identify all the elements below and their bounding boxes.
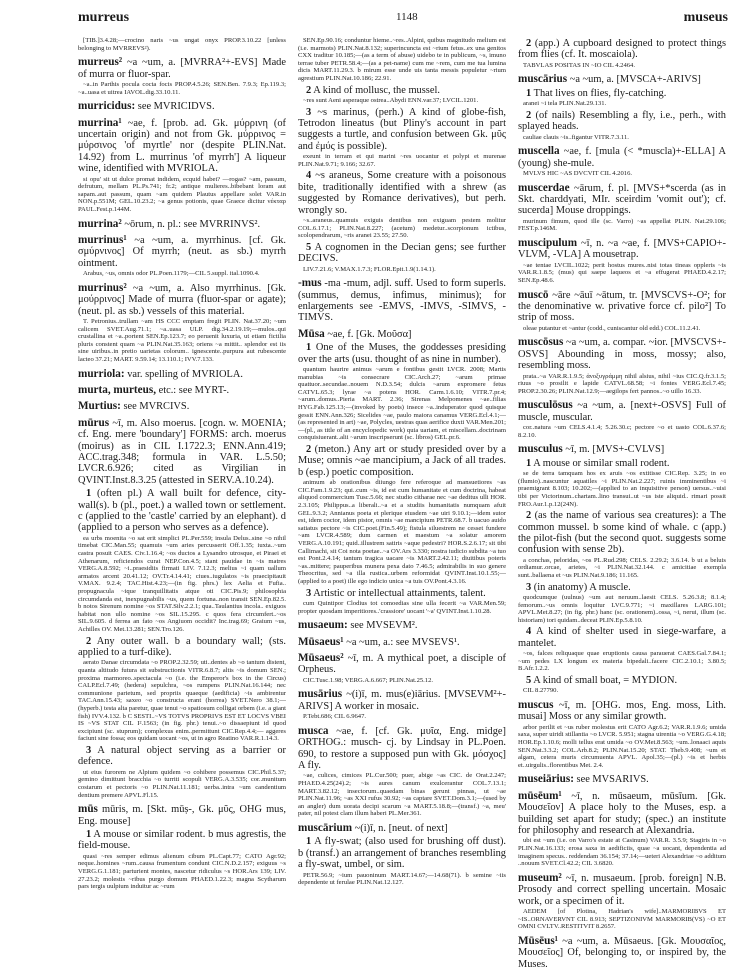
entry-definition: ~ae, f. [mula (< *muscla)+-ELLA] A (young) she-mule. (518, 146, 726, 169)
dictionary-entry (518, 873, 726, 931)
entry-headline (78, 57, 286, 80)
headword: museum² (518, 871, 562, 884)
sense-definition (78, 745, 286, 768)
entry-definition: etc.: see MYRT-. (156, 385, 230, 396)
citations: ~os, falces reliquaque quae eruptionis causa parauerat CAES.Gal.7.84.1; ~um pedes LX longum ex materia bipedali..facere CIC.2.10.1; 3.80.5; B.Afr.1.2.2. (518, 650, 726, 673)
sense-definition (518, 458, 726, 469)
citations: Arabus, ~us, omnis odor PL.Poen.1179;—CIL 5.suppl. ital.1090.4. (83, 270, 260, 278)
sense-definition (78, 829, 286, 852)
entry-headline (78, 283, 286, 317)
sense-text: A kind of mollusc, the mussel. (311, 84, 440, 96)
entry-headline (518, 936, 726, 970)
entry-definition: ~a ~um, a. Also myrrhinus. [Gk. μούρρινος] Made of murra (fluor-spar or agate); (neut. pl. as sb.) vessels of this material. (78, 282, 286, 317)
sense-definition (78, 488, 286, 534)
sense-number: 3 (306, 106, 312, 118)
citations: quodcumque (uulnus) ~um aut neruum..laesit CELS. 5.26.3.8; 8.1.4; femorum..~us omnis loquitur LVC.9.771; ~i maxillares LARG.101; APVL.Met.8.27; (in fig. phr.) hanc (sc. orationem)..ossa, ~i, nerui, illum (sc. historiam) tori quidam..deceat PLIN.Ep.5.8.10. (518, 594, 726, 624)
entry-headline (298, 689, 506, 712)
dictionary-entry (518, 38, 726, 69)
dictionary-entry (518, 400, 726, 439)
sense-number: 1 (86, 488, 92, 500)
dictionary-entry (78, 219, 286, 230)
entry-definition: ~ārum, f. pl. [MVS+*scerda (as in Skt. charddyati, MIr. sceirdim 'vomit out'); cf. sucerda] Mouse droppings. (518, 182, 726, 217)
entry-definition: ~(i)ī, m. mus(e)iārius. [MVSEVM²+-ARIVS] A worker in mosaic. (298, 689, 506, 712)
dictionary-entry (298, 37, 506, 273)
sense-definition (298, 107, 506, 153)
sense-definition (298, 588, 506, 599)
sense-definition (518, 510, 726, 556)
citations: ~a..in Parthis pocula cocta focis PROP.4.5.26; SEN.Ben. 7.9.3; Ep.119.3; ~a..uasa et uitrea IAVOL.dig.33.10.11. (78, 81, 286, 96)
dictionary-entry (78, 101, 286, 112)
headword: mūs (78, 803, 98, 816)
sense-number: 2 (526, 510, 532, 522)
dictionary-entry (78, 385, 286, 396)
dictionary-entry (78, 57, 286, 96)
headword: muscus (518, 699, 554, 711)
headword: muscārium (298, 821, 353, 834)
entry-definition: ~ae, f. [cf. Gk. μυῖα, Eng. midge] ORTHOG.: musch- cj. by Lindsay in PL.Poen. 690, to restore a supposed pun with Gk. μόσχος] A fly. (298, 725, 506, 771)
citations: P.Tebt.686; CIL 6.9647. (303, 713, 367, 721)
sense-text: A natural object serving as a barrier or defence. (78, 744, 286, 768)
citations: se de terra tamquam hos ex aruis ~os extitisse CIC.Rep. 3.25; in eo (flumio)..nascuntur aquatiles ~i PLIN.Nat.2.227; ruinis imminentibus ~i praemigrant 8.103; 10.202;—(applied to an inquisitive person) uersus..~uisi tibi per Victorinum..chartam..lino transui..ut ~us iste aliquid.. rimari possit FRO.Aur.1.p.12(24N). (518, 470, 726, 508)
entry-definition: ~ī, m. [OHG. mos, Eng. moss, Lith. musai] Moss or any similar growth. (518, 700, 726, 723)
headword: muscōsus (518, 336, 564, 349)
dictionary-entry (78, 118, 286, 214)
entry-definition: ~a ~um, a. compar. ~ior. [MVSCVS+-OSVS] Abounding in moss, mossy; also, resembling moss. (518, 337, 726, 372)
entry-headline (518, 791, 726, 837)
entry-headline (78, 235, 286, 269)
headword: murrina² (78, 217, 122, 230)
entry-headline (78, 118, 286, 175)
entry-definition: see MVSARIVS. (573, 774, 649, 786)
citations: cum Quintipor Clodius tot comoedias sine ulla fecerit ~a VAR.Men.59; propter quosdam imperitiores..'crassiore' uocant '~a' QVINT.Inst.1.10.28. (298, 599, 506, 615)
sense-text: (app.) A cupboard designed to protect things from flies (cf. It. moscaiola). (518, 38, 726, 61)
citations: ~s..araneus..quamuis exiguis dentibus non exiguam pestem molitur COL.6.17.1; PLIN.Nat.8.227; (acetum) medetur..scorpionum ictibus, scolopendrarum, ~ris aranei 23.55; 27.50. (298, 217, 506, 240)
dictionary-entry (298, 329, 506, 615)
entry-definition: ~a ~um, a. myrrhinus. [cf. Gk. σμύρνινος] Of myrrh; (neut. as sb.) myrrh ointment. (78, 235, 286, 269)
entry-definition: ~ōrum, n. pl.: see MVRRINVS². (121, 218, 261, 230)
citations: ~ae tentae LVCIL.1022; perit hostus mures..nisi totas tineas oppleris ~is VAR.R.1.8.5; (mus) qui saepe laqueos et ~a effugerat PHAED.4.2.17; SEN.Ep.48.6. (518, 261, 726, 285)
sense-text: (of nails) Resembling a fly, i.e., perh., with splayed heads. (518, 109, 726, 133)
sense-number: 4 (306, 170, 312, 182)
dictionary-entry (518, 444, 726, 695)
sense-definition (298, 242, 506, 265)
dictionary-entry (298, 278, 506, 324)
headword: Mūsaeus¹ (298, 635, 344, 648)
sense-definition (298, 85, 506, 96)
sense-number: 5 (306, 241, 312, 253)
sense-definition (518, 110, 726, 133)
citations: LIV.7.21.6; V.MAX.1.7.3; FLOR.Epit.1.9(1.14.1). (303, 265, 436, 273)
headword: Mūsa (298, 327, 325, 340)
citations: a conchas, peloridas, ~os PL.Rud.298; CELS. 2.29.2; 3.6.14. b ut a beluis ordiamur..orcae, arietes, ~i PLIN.Nat.32.144. c amicitiae exempla sunt..ballaena et ~us PLIN.Nat.9.186; 11.165. (518, 556, 726, 580)
headword: musaeum: (298, 619, 348, 632)
entry-definition: see MVSEVM². (347, 620, 418, 632)
headword: museiārius: (518, 773, 574, 786)
headword: murta, murteus, (78, 384, 156, 396)
citations: murinum fimum, quod ille (sc. Varro) ~as appellat PLIN. Nat.29.106; FEST.p.146M. (518, 217, 726, 233)
citations: cor..natura ~um CELS.4.1.4; 5.26.30.c; pectore ~o et uasto COL.6.37.6; 8.2.10. (518, 424, 726, 439)
citations: T. Petronius..trullam ~am HS CCC emptam fregit PLIN. Nat.37.20; ~um calicem SVET.Aug.71.1; ~a..uasa ULP. dig.34.2.19.19;—mulos..qui crustallina et ~a..portent SEN.Ep.123.7; eo peruenit luxuria, ut etiam fictilia pluris constent quam ~a PLIN.Nat.35.163; oriens ~a mittit.. splendor est iis sine uiribus..in pretio uarietas colorum.. ignescente..purpura aut rubescente lacteo 37.21; MART. 9.59.14; 13.110.1; IVV.7.133. (78, 318, 286, 363)
headword: murreus² (78, 56, 123, 69)
citations: MVLVS HIC ~AS DVCVIT CIL 4.2016. (523, 170, 633, 178)
sense-text: A mouse or similar small rodent. (531, 457, 670, 469)
sense-number: 3 (306, 587, 312, 599)
sense-definition (78, 636, 286, 659)
citations: CIL 8.27790. (523, 687, 559, 695)
citations: animum ab orationibus diiungo fere referoque ad mansuetiores ~as CIC.Fam.1.9.23; qui..cum ~is, id est cum humanitate et cum doctrina, habeat aliquod commercium Tusc.5.66; nec studio citharae nec ~ae deditus ulli HOR. 2.3.105; Philippus..a liberali..~a et a studiis humanitatis numquam afuit GEL.9.3.2; Annianus poeta et plerique eiusdem ~ae uiri 9.10.1;—idem sutor est, idem coctor, idem pistor, omnis ~ae mancipium PETR.68.7. b uacuo auido satiatus pectore ~is CIC.poet.(Fin.5.49); fistula siluestrem ne cesset fundere ~am LVCR.4.589; dum carmen et maestum ~a solatur amorem VERG.A.10.191; quid..illustrem satiris ~aque pedestri? HOR.S.2.6.17; sit tibi Callimachi, sit Coi nota poetae..~a OV.Ars 3.330; nostra iudicio subdita ~a tuo est Pont.2.4.14; tantum tragica uacare ~is MART.2.42.11; diuitibus poteris ~as..mittere; pauperibus munera pexa dato 7.46.5; admirabilis in suo genere Theocritus, sed ~a illa rustica..urbem reformidat QVINT.Inst.10.1.55;—(applied to a poet) ille ego indicio unica ~a tuis OV.Pont.4.3.16. (298, 479, 506, 585)
sense-number: 2 (86, 635, 92, 647)
sense-text: Artistic or intellectual attainments, talent. (311, 587, 486, 599)
dictionary-entry (518, 74, 726, 141)
entry-headline (518, 146, 726, 169)
dictionary-entry (298, 653, 506, 684)
sense-definition (298, 836, 506, 870)
sense-text: (in anatomy) A muscle. (531, 581, 631, 593)
entry-headline (78, 804, 286, 827)
entry-headline (78, 219, 286, 230)
headword: -mus (298, 277, 322, 290)
entry-headline (78, 101, 286, 112)
entry-headline (518, 183, 726, 217)
sense-definition (518, 88, 726, 99)
citations: prata..~a VAR.R.1.9.5; ἀνοξυγράμμη nihil alsius, nihil ~ius CIC.Q.fr.3.1.5; riuus ~o prosilit e lapide CATVL.68.58; ~i fontes VERG.Ecl.7.45; PROP.2.30.26; PLIN.Nat.12.9;—aegilops fert pannos..~o uillo 16.33. (518, 372, 726, 395)
sense-definition (518, 38, 726, 61)
entry-definition: -ma -mum, adjl. suff. Used to form superls. (summus, demus, infimus, minimus); for enlargements see -EMVS, -IMVS, -SIMVS, -TIMVS. (298, 278, 506, 324)
dictionary-entry (298, 689, 506, 720)
headword: Murtius: (78, 400, 121, 413)
sense-number: 2 (526, 109, 532, 121)
sense-text: That lives on flies, fly-catching. (531, 87, 667, 99)
entry-headline (298, 823, 506, 834)
headword: Mūsaeus² (298, 651, 344, 664)
entry-headline (518, 700, 726, 723)
entry-definition: ~ī, m. Also moerus. [cogn. w. MOENIA; cf. Eng. mere 'boundary'] FORMS: arch. moerus (moirus) as in CIL I.1722.3; ENN.Ann.419; ACC.trag.348; formula in VAR. L.5.50; LVCR.6.926; cited as Virgilian in QVINT.Inst.8.3.25 (attested in SERV.A.10.24). (78, 417, 286, 486)
entry-definition: ~ī, n. mūsaeum, mūsīum. [Gk. Μουσεῖον] A place holy to the Muses, esp. a building set apart for study; (spec.) an institute for philosophy and research at Alexandria. (518, 790, 726, 836)
headword: Mūsēus¹ (518, 934, 559, 947)
citations: [TIB.]3.4.28;—crocino naris ~us ungat onyx PROP.3.10.22 [unless belonging to MVRREVS²). (78, 37, 286, 52)
entry-headline (78, 385, 286, 396)
entry-headline (298, 278, 506, 324)
headword: musca (298, 724, 329, 737)
citations: PETR.56.9; ~ium pauoninum MART.14.67;—14.68(71). b semine ~iis dependente ut ferulae PLIN.Nat.12.127. (298, 871, 506, 887)
citations: AEDEM [of Plotina, Hadrian's wife]..MARMORIBVS ET ~IS..ORNAVERVNT CIL 8.913; SEPTIZONIVM MARMORIB(VS) ~O ET OMNI CVLTV..RESTITVIT 8.2657. (518, 908, 726, 931)
sense-text: A mouse or similar rodent. b mus agrestis, the field-mouse. (78, 828, 286, 852)
dictionary-entry (518, 238, 726, 285)
sense-number: 1 (306, 836, 312, 848)
headword: murrina¹ (78, 116, 122, 129)
headword: muscella (518, 145, 560, 158)
sense-definition (518, 582, 726, 593)
headword: muscō (518, 288, 549, 301)
headword: muscerdae (518, 181, 570, 194)
entry-headline (298, 620, 506, 631)
citations: quasi ~res semper edimus alienum cibum PL.Capt.77; CATO Agr.92; neque..homines ~rum..causa frumentum condunt CIC.N.D.2.157; exiguus ~s VERG.G.1.181; parturient montes, nascetur ridiculus ~s HOR.Ars 139; LIV. 27.23.2; molestis ~ribus purgo domum PHAED.1.22.3; magna Scytharum pars tergis uulpium induitur ac ~rum (78, 852, 286, 891)
entry-headline (518, 873, 726, 907)
sense-number: 4 (526, 626, 532, 638)
entry-headline (78, 418, 286, 486)
sense-definition (518, 675, 726, 686)
sense-text: A kind of small boat, = MYDION. (531, 675, 678, 686)
entry-definition: mūris, m. [Skt. mūṣ-, Gk. μῦς, OHG mus, Eng. mouse] (78, 804, 286, 827)
entry-headline (518, 400, 726, 423)
dictionary-entry (518, 700, 726, 769)
column-2 (298, 36, 506, 956)
sense-number: 1 (306, 342, 312, 354)
entry-headline (78, 369, 286, 380)
sense-number: 1 (526, 87, 532, 99)
running-head-right: museus (683, 10, 728, 25)
entry-definition: ~ae, f. [Gk. Μοῦσα] (324, 328, 412, 340)
headword: musculōsus (518, 399, 573, 412)
sense-number: 3 (86, 744, 92, 756)
entry-definition: ~a ~um, a.: see MVSEVS¹. (343, 636, 460, 648)
entry-definition: ~ī, m. A mythical poet, a disciple of Orpheus. (298, 652, 506, 676)
dictionary-entry (518, 290, 726, 333)
sense-text: One of the Muses, the goddesses presiding over the arts (usu. thought of as nine in number). (298, 342, 506, 365)
sense-number: 5 (526, 675, 532, 686)
sense-definition (298, 444, 506, 478)
citations: cauliae clauis ~is..figantur VITR.7.3.11. (523, 133, 629, 141)
citations: exeunt in terram et qui marini ~res uocantur et polypi et murenae PLIN.Nat.9.71; 9.166; 32.67. (298, 153, 506, 168)
dictionary-entry (518, 936, 726, 970)
sense-definition (298, 170, 506, 216)
sense-text: (meton.) Any art or study presided over by a Muse; omnis ~ae mancipium, a Jack of all trades. b (esp.) poetic composition. (298, 443, 506, 478)
dictionary-entry (518, 774, 726, 785)
sense-text: A kind of shelter used in siege-warfare, a mantelet. (518, 626, 726, 649)
headword: mūrus (78, 416, 110, 429)
citations: ut eius furorem ne Alpium quidem ~o cohibere possemus CIC.Phil.5.37; gemino dimittunt bracchia ~o turriti scopuli VERG.A.3.535; cor..munitum costarum et pectoris ~o PLIN.Nat.11.181; uerba..intra ~um candentium dentium premere APVL.Fl.15. (78, 768, 286, 799)
headword: murricidus: (78, 100, 136, 113)
dictionary-entry (518, 183, 726, 233)
entry-definition: ~ī, n. musaeum. [prob. foreign] N.B. Prosody and correct spelling uncertain. Mosaic work, or a specimen of it. (518, 872, 726, 907)
column-3 (518, 36, 726, 970)
citations: TABVLAS POSITAS IN ~IO CIL 4.2464. (523, 61, 635, 69)
citations: ~ae, culices, cimices PL.Cur.500; puer, abige ~as CIC. de Orat.2.247; PHAED.4.25(24).2; ~is aures canum exulcerantur COL.7.13.1; MART.3.82.12; insectorum..quaedam binas gerunt pinnas, ut ~ae PLIN.Nat.11.96; ~as XXI rufus 30.92; ~as captare SVET.Dom.3.1;—(used by an angler) dum uorata decipi scarum ~a MART.5.18.8;—(transf.) ~a, meu' pater, nil potest clam illum haberi PL.Mer.361. (298, 772, 506, 818)
entry-definition: ~a ~um, a. Mūsaeus. [Gk. Μουσαῖος, Μουσεῖος] Of, belonging to, or inspired by, the Muses. (518, 935, 726, 970)
entry-headline (298, 726, 506, 772)
entry-headline (518, 290, 726, 324)
citations: oleae putantur et ~antur (codd., cuniscantur old edd.) COL.11.2.41. (523, 324, 701, 332)
headword: muscipulum (518, 237, 578, 250)
page-number: 1148 (396, 11, 418, 23)
sense-text: ~s araneus, Some creature with a poisonous bite, traditionally identified with a shrew (as suggested by Romance derivatives), but perh. wrongly so. (298, 170, 506, 216)
entry-headline (518, 444, 726, 455)
dictionary-entry (518, 791, 726, 868)
citations: SEN.Ep.90.16; conduntur hieme..~res..Alpini, quibus magnitudo melium est (i.e. marmots) PLIN.Nat.8.132; superincuncta est ~rium fetus..ex una genitos CXX traditur 10.185;—(as a term of abuse) uidebo te in publicum, ~s, imuno terrae tuber PETR.58.4;—(as a pet-name) cum me ~rem, cum me tua lumina dicis MART.11.29.3. b mirum esse unde uis tanta messis populetur ~rium agrestium PLIN.Nat.10.186; 22.91. (298, 37, 506, 82)
column-1 (78, 36, 286, 956)
sense-text: ~s marinus, (perh.) A kind of globe-fish, Tetrodon lineatus (but Pliny's account in part suggests a turtle, and confusion between Gk. μῦς and ἐμύς is possible). (298, 106, 506, 152)
headword: muscārius (518, 73, 568, 86)
sense-definition (298, 342, 506, 365)
entry-headline (298, 653, 506, 676)
dictionary-entry (298, 823, 506, 887)
entry-definition: ~ī, m. [MVS+-CVLVS] (562, 444, 665, 456)
citations: ~res sunt Aeni asperaque ostrea..Abydi ENN.var.37; LVCIL.1201. (303, 96, 479, 104)
citations: aranei ~i tela PLIN.Nat.29.131. (523, 100, 607, 108)
sense-text: A fly-swat; (also used for brushing off dust). b (transf.) an arrangement of branches resembling a fly-swat, umbel, or sim. (298, 836, 506, 871)
dictionary-entry (78, 37, 286, 52)
citations: si opu' sit ut dulce promat indidem, ecquid habet? —rogas? ~am, passum, defrutum, mellam PL.Ps.741; fr.2; antique mulieres..bibebant loram aut sapam..aut passum, quam ~am quidem Plautus appellare solet VAR.in NON.p.551M; GEL.10.23.2; ~a genus potionis, quae Graece dicitur νέκταρ PAUL.Fest.p.144M. (78, 175, 286, 213)
entry-definition: ~a ~um, a. [MVSCA+-ARIVS] (567, 74, 701, 86)
sense-text: (as the name of various sea creatures): a The common mussel. b some kind of whale. c (app.) the pilot-fish (but the second quot. suggests some confusion with sense 2b). (518, 510, 726, 556)
entry-headline (518, 74, 726, 85)
citations: ea urbs moenita ~o sat erit simplici PL.Per.559; insula Delus..sine ~o nihil timebat CIC.Man.55; quamuis ~um aries percusserit Off.1.35; iuxta..~um castra posuit CAES. Civ.1.16.4; ~os ductos a Lysandro utrosque, et Piraei et Athenarum, reficiendos curat NEP.Con.4.5; stant pauidae in ~is matres VERG.A.8.592; ~i..praesidiis firmati LIV. 7.12.3; melius ~i quam uallum armatos arcent 20.41.12; OV.Tr.4.14.41; ciues..iugulatos ~is praecipitauit V.MAX. 9.2.4; TAC.Hist.4.23;—(in fig. phrs.) lex Aelia et Fufia.. propugnacula ~ique tranquillitatis atque oti CIC.Pis.9; philosophia circumdanda est, inexpugnabilis ~us, quem fortuna..non transit SEN.Ep.82.5. b notos Sirenum nomine ~os STAT.Silv.2.2.1; qua..Taulantius incola.. exiguos habitat non ullo nomine ~os SIL.15.295. c quos fera circumfert..~os SIL.9.605. d ferrea an fato ~os Angiuom occidit? Inc.trag.69; Graium ~us, Achilles OV. Met.13.281; SEN.Tro.126. (78, 534, 286, 633)
dictionary-entry (518, 337, 726, 395)
entry-definition: ~ī, n. ~a ~ae, f. [MVS+CAPIO+-VLVM, -VLA] A mousetrap. (518, 238, 726, 261)
entry-definition: var. spelling of MVRIOLA. (124, 368, 243, 380)
citations: ubi est ~um (i.e. on Varro's estate at Casinum) VAR.R. 3.5.9; Stagiris in ~o PLIN.Nat.16.133; erosa saxa in aedificiis, quae ~a uocant, dependentia ad imaginem specus.. reddendam 36.154; 37.14;—ueteri Alexandriae ~o additum ..nouum SVET.Cl.42.2; CIL 3.6820. (518, 837, 726, 868)
citations: CIC.Tusc.1.98; VERG.A.6.667; PLIN.Nat.25.12. (303, 676, 434, 684)
dictionary-entry (298, 637, 506, 648)
sense-text: (often pl.) A wall built for defence, city-wall(s). b (pl., poet.) a walled town or settlement. c (applied to the 'castle' carried by an elephant). d (applied to a person who serves as a defence). (78, 488, 286, 534)
entry-definition: ~a ~um, a. [next+-OSVS] Full of muscle, muscular. (518, 400, 726, 423)
entry-headline (298, 329, 506, 340)
dictionary-entry (78, 804, 286, 891)
sense-number: 2 (306, 84, 312, 96)
entry-definition: ~(i)ī, n. [neut. of next] (352, 822, 448, 834)
sense-number: 3 (526, 581, 532, 593)
sense-definition (518, 626, 726, 649)
dictionary-entry (78, 418, 286, 799)
citations: arbor perilit et ~us ruber molestus erit CATO Agr.6.2; VAR.R.1.9.6; umida saxa, super uiridi stillantia ~o LVCR. 5.951; stagna uirentia ~o VERG.G.4.18; HOR.Ep.1.10.6; molli tellus erat umida ~o OV.Met.8.563; ~um..lonaaci aquis SEN.Nat.3.3.2; COL.Arb.8.2; PLIN.Nat.15.20; STAT. Theb.9.408; ~um et algam, cetera muris circumuenta APVL. Apol.35;—(pl.) ~is et herbis et..uirgulis..florentibus Met. 2.4. (518, 723, 726, 769)
dictionary-entry (78, 401, 286, 412)
entry-definition: ~āre ~āuī ~ātum, tr. [MVSCVS+-O²; for the denominative w. privative force cf. pilo²] To strip of moss. (518, 289, 726, 324)
dictionary-entry (518, 146, 726, 177)
sense-number: 2 (306, 443, 312, 455)
headword: mūsēum¹ (518, 789, 562, 802)
sense-number: 1 (86, 828, 92, 840)
entry-definition: see MVRCIVS. (120, 401, 190, 413)
entry-definition: see MVRICIDVS. (135, 101, 215, 113)
entry-headline (78, 401, 286, 412)
dictionary-entry (78, 283, 286, 364)
dictionary-entry (78, 369, 286, 380)
headword: musculus (518, 443, 563, 456)
citations: quantum haurire animus ~arum e fontibus gestit LVCR. 2008; Martis manubias ~is consecrare CIC.Arch.27; ~arum primae quattuor..secundae..nouem N.D.3.54; dulcis ~arum expromere fetus CATVL.65.3; lyrae ~a potens HOR. Carm.1.6.10; VITR.7.pr.4; ~arum..domus..Pieria MART. 2.36; Sirenas Melpomenes ~ae..filias HYG.Fab.125.13;—(invoked by poets) insece ~a..induperator quod quisque gessit ENN.Ann.326; Sicelides ~ae, paulo maiora canamus VERG.Ecl.4.1;—(as represented in art) ~ae, Polycles, uestras quas aerifice duxti VAR.Men.201;—(pl., as title of an encyclopedic work) quia uariam, et miscellam..doctrinam conquisiuerant..alii ~arum inscripserunt (sc. libros) GEL.pr.6. (298, 366, 506, 442)
running-head-left: murreus (78, 10, 130, 25)
citations: aerato Danae circumdata ~o PROP.2.32.59; uti..dentes ab ~o tantum distent, quanta altitudo futura sit substructionis VITR.6.8.7; altis ~is domum SEN.; proxima marmoreo..spectacula ~o (i.e. the Emperor's box in the Circus) CALP.Ecl.7.49; (hedera) sepulchra, ~os rumpens PLIN.Nat.16.144; nec communione parietum, sed propriis quaeque (aedificia) ~is ambirentur TAC.Ann.15.43; saxeo ~o constructa erant (horrea) SVET.Nero 38.1;—(hyperb.) testa alta paretur, quae tenui ~o spatiosum colligat orbem (i.e. a giant fish) IVV.4.132. b C SESTI..~VS TOTVS PROPRIVS EST ET LOCVS VBEI IS ~VS STAT CIL I².1563; (in fig. phr.) tenui..~o dissaepiunt id quod excipiunt (sc. stuprum); complexus enim..permittunt CIC.Rep.4.4;— aggeres faciunt sine fossa; eos quidam uocant ~os, ut in agro Reatino VAR.R.1.14.3. (78, 659, 287, 743)
entry-definition: ~ae, f. [prob. ad. Gk. μύρρινη (of uncertain origin) and not from Gk. μύρρινος = μύρσινος 'of myrtle' nor (despite PLIN.Nat. 14.92) from L. murrinus 'of myrrh'] A liqueur wine, identified with MVRIOLA. (78, 117, 286, 175)
sense-number: 1 (526, 457, 532, 469)
dictionary-entry (78, 235, 286, 278)
dictionary-entry (298, 620, 506, 631)
entry-headline (518, 238, 726, 261)
entry-headline (518, 774, 726, 785)
sense-text: A cognomen in the Decian gens; see further DECIVS. (298, 241, 506, 265)
sense-number: 2 (526, 38, 532, 49)
headword: murriola: (78, 367, 125, 380)
headword: murrinus² (78, 281, 127, 294)
sense-text: Any outer wall. b a boundary wall; (sts. applied to a turf-dike). (78, 635, 286, 658)
headword: murrinus¹ (78, 234, 127, 246)
entry-definition: ~a ~um, a. [MVRRA²+-EVS] Made of murra or fluor-spar. (78, 57, 286, 80)
headword: musārius (298, 688, 343, 701)
entry-headline (298, 637, 506, 648)
dictionary-entry (298, 726, 506, 818)
entry-headline (518, 337, 726, 371)
